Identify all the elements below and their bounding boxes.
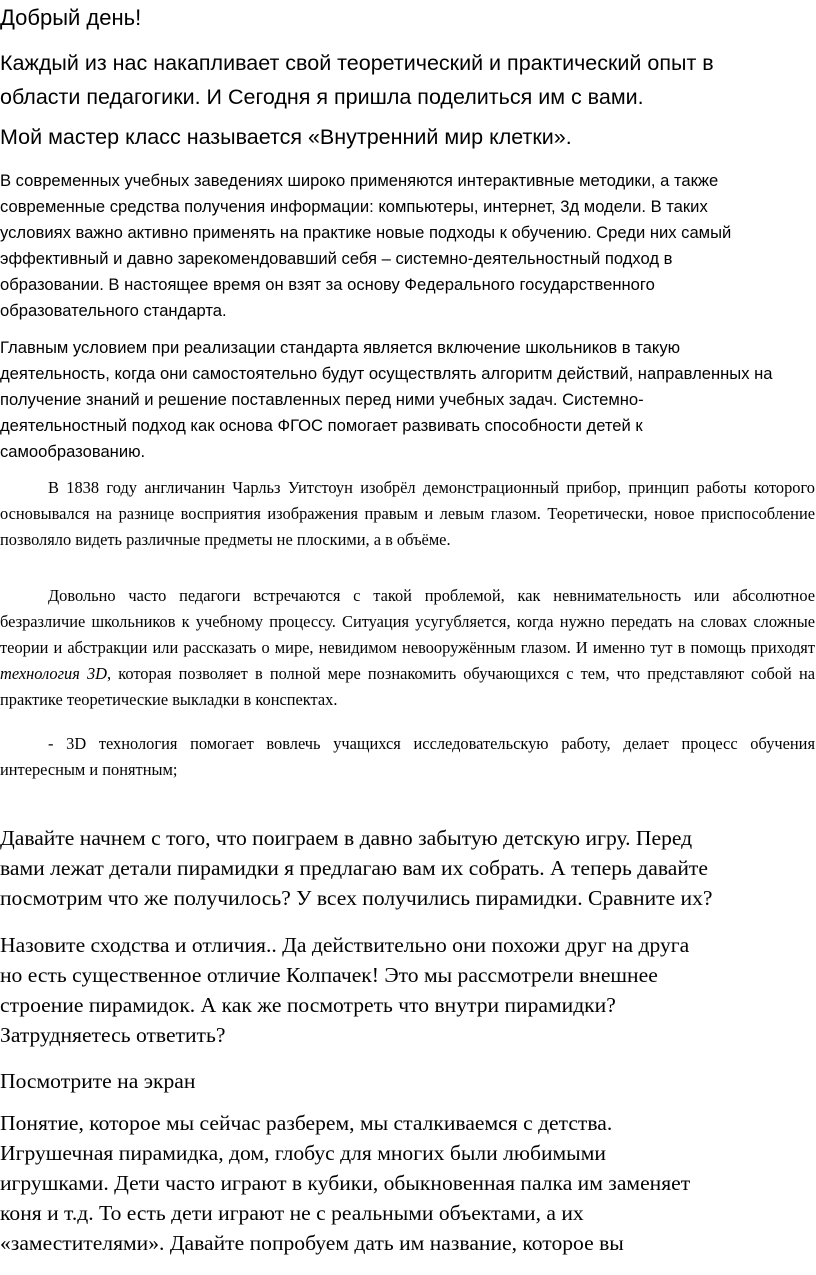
intro-paragraph bbox=[0, 46, 800, 114]
master-class-title: Мой мастер класс называется «Внутренний мир клетки». bbox=[0, 125, 572, 149]
text-line: самообразованию. bbox=[0, 442, 146, 461]
text-line: игрушками. Дети часто играют в кубики, обыкновенная палка им заменяет bbox=[0, 1171, 691, 1195]
greeting: Добрый день! bbox=[0, 5, 142, 30]
text-line: Давайте начнем с того, что поиграем в давно забытую детскую игру. Перед bbox=[0, 826, 693, 850]
3d-benefit-paragraph: - 3D технология помогает вовлечь учащихся исследовательскую работу, делает процесс обучения интересным и понятным; bbox=[0, 734, 815, 779]
text-line: «заместителями». Давайте попробуем дать им название, которое вы bbox=[0, 1231, 624, 1255]
text-line: деятельностный подход как основа ФГОС помогает развивать способности детей к bbox=[0, 416, 643, 435]
problem-text-before: Довольно часто педагоги встречаются с такой проблемой, как невнимательность или абсолютное безразличие школьников к учебному процессу. Ситуация усугубляется, когда нужно передать на словах сложные теории и абстракции или рассказать о мире, невидимом невооружённым глазом. И именно тут в помощь приходят bbox=[0, 586, 815, 657]
text-line: Каждый из нас накапливает свой теоретический и практический опыт в bbox=[0, 51, 714, 75]
text-line: В современных учебных заведениях широко применяются интерактивные методики, а также bbox=[0, 171, 719, 190]
text-line: условиях важно активно применять на практике новые подходы к обучению. Среди них самый bbox=[0, 223, 732, 242]
comparison-paragraph bbox=[0, 930, 816, 1050]
screen-prompt: Посмотрите на экран bbox=[0, 1069, 196, 1093]
concept-paragraph bbox=[0, 1108, 816, 1258]
text-line: Назовите сходства и отличия.. Да действительно они похожи друг на друга bbox=[0, 933, 690, 957]
text-line: посмотрим что же получилось? У всех получились пирамидки. Сравните их? bbox=[0, 886, 713, 910]
text-line: но есть существенное отличие Колпачек! Это мы рассмотрели внешнее bbox=[0, 963, 658, 987]
technology-3d-emphasis: технология 3D bbox=[0, 664, 108, 683]
text-line: получение знаний и решение поставленных перед ними учебных задач. Системно- bbox=[0, 390, 644, 409]
text-line: коня и т.д. То есть дети играют не с реальными объектами, а их bbox=[0, 1201, 584, 1225]
text-line: вами лежат детали пирамидки я предлагаю вам их собрать. А теперь давайте bbox=[0, 856, 708, 880]
text-line: области педагогики. И Сегодня я пришла поделиться им с вами. bbox=[0, 85, 644, 109]
text-line: Затрудняетесь ответить? bbox=[0, 1023, 226, 1047]
text-line: образовании. В настоящее время он взят за основу Федерального государственного bbox=[0, 275, 655, 294]
text-line: Игрушечная пирамидка, дом, глобус для многих были любимыми bbox=[0, 1141, 606, 1165]
text-line: современные средства получения информации: компьютеры, интернет, 3д модели. В таких bbox=[0, 197, 708, 216]
context-paragraph bbox=[0, 168, 790, 324]
problem-text-after: , которая позволяет в полной мере познакомить обучающихся с тем, что представляют собой на практике теоретические выкладки в конспектах. bbox=[0, 664, 815, 709]
game-paragraph bbox=[0, 823, 816, 913]
text-line: Понятие, которое мы сейчас разберем, мы сталкиваемся с детства. bbox=[0, 1111, 613, 1135]
problem-paragraph bbox=[0, 583, 815, 713]
standard-paragraph bbox=[0, 335, 790, 465]
text-line: образовательного стандарта. bbox=[0, 301, 227, 320]
text-line: Главным условием при реализации стандарта является включение школьников в такую bbox=[0, 338, 681, 357]
text-line: эффективный и давно зарекомендовавший себя – системно-деятельностный подход в bbox=[0, 249, 673, 268]
text-line: деятельность, когда они самостоятельно будут осуществлять алгоритм действий, направленных на bbox=[0, 364, 773, 383]
history-paragraph: В 1838 году англичанин Чарльз Уитстоун изобрёл демонстрационный прибор, принцип работы которого основывался на разнице восприятия изображения правым и левым глазом. Теоретически, новое приспособление позволяло видеть различные предметы не плоскими, а в объёме. bbox=[0, 478, 815, 549]
text-line: строение пирамидок. А как же посмотреть что внутри пирамидки? bbox=[0, 993, 616, 1017]
